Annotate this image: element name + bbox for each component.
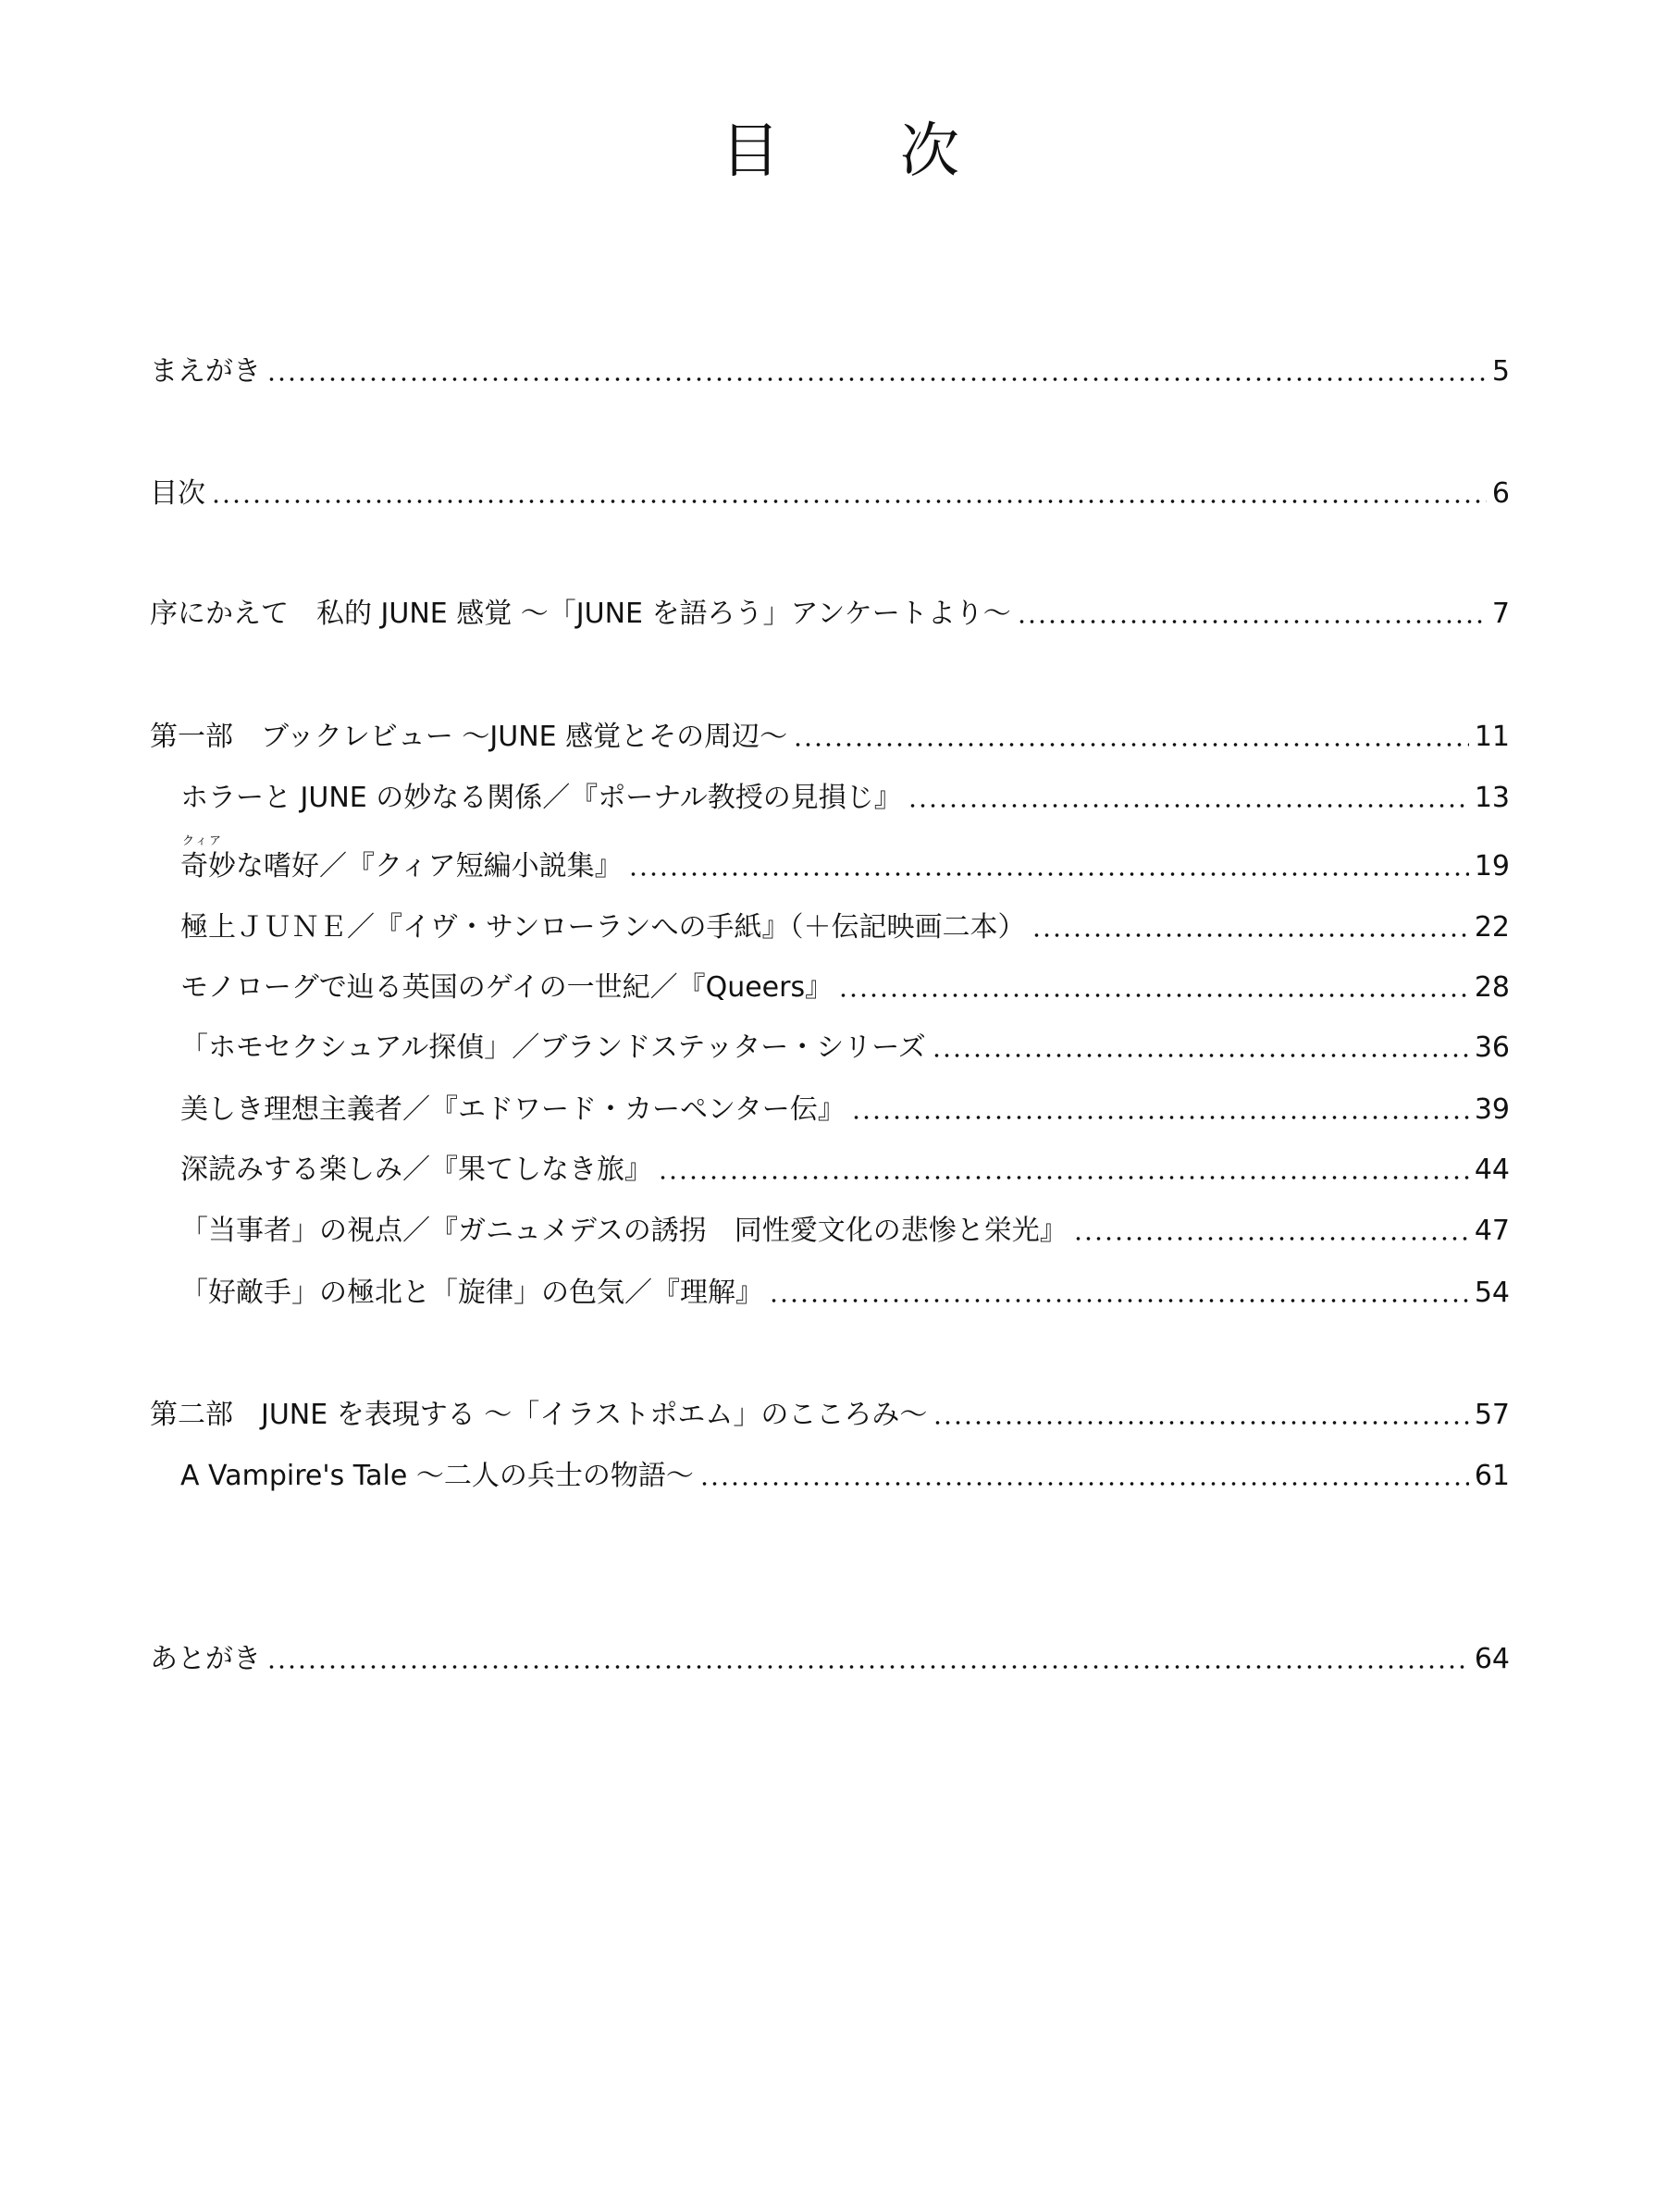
toc-entry-page: 11: [1474, 721, 1510, 753]
title-char-2: 次: [900, 117, 959, 186]
toc-entry-page: 13: [1474, 782, 1510, 814]
toc-entry-vampires-tale[interactable]: [180, 1458, 1510, 1495]
dot-leader: [838, 993, 1469, 998]
toc-entry-label: 目次: [150, 477, 205, 510]
toc-entry-label: 「好敵手」の極北と「旋律」の色気／『理解』: [180, 1277, 763, 1309]
toc-entry-label: 極上ＪＵＮＥ／『イヴ・サンローランへの手紙』（＋伝記映画二本）: [180, 911, 1026, 944]
toc-entry-label: 美しき理想主義者／『エドワード・カーペンター伝』: [180, 1093, 846, 1126]
toc-entry-label: クィア 奇妙な嗜好／『クィア短編小説集』: [180, 834, 623, 882]
toc-entry-label: ホラーと JUNE の妙なる関係／『ポーナル教授の見損じ』: [180, 782, 902, 814]
toc-entry-endless-journey[interactable]: [180, 1152, 1510, 1189]
toc-entry-page: 22: [1474, 911, 1510, 944]
toc-entry-label: まえがき: [150, 355, 261, 388]
toc-entry-label: 第一部 ブックレビュー ～JUNE 感覚とその周辺～: [150, 721, 788, 753]
dot-leader: [933, 1420, 1468, 1425]
dot-leader: [211, 499, 1487, 504]
dot-leader: [908, 803, 1469, 808]
toc-entry-queers[interactable]: [180, 969, 1510, 1006]
toc-entry-label: 「ホモセクシュアル探偵」／ブランドステッター・シリーズ: [180, 1031, 926, 1064]
toc-entry-carpenter[interactable]: [180, 1092, 1510, 1129]
toc-entry-part-1[interactable]: [150, 719, 1510, 756]
dot-leader: [699, 1481, 1469, 1487]
toc-entry-label: 深読みする楽しみ／『果てしなき旅』: [180, 1154, 652, 1186]
toc-entry-page: 39: [1474, 1093, 1510, 1126]
dot-leader: [1073, 1236, 1469, 1241]
dot-leader: [769, 1298, 1469, 1303]
ruby-annotation: クィア: [182, 834, 223, 848]
toc-entry-page: 47: [1474, 1215, 1510, 1247]
toc-entry-maegaki[interactable]: [150, 353, 1510, 390]
toc-entry-part-2[interactable]: [150, 1397, 1510, 1434]
toc-entry-page: 6: [1491, 477, 1510, 510]
toc-entry-label: あとがき: [150, 1643, 261, 1675]
toc-entry-page: 61: [1474, 1460, 1510, 1492]
toc-entry-page: 5: [1491, 355, 1510, 388]
toc-entry-page: 28: [1474, 971, 1510, 1004]
dot-leader: [266, 1664, 1469, 1670]
toc-entry-page: 7: [1491, 598, 1510, 630]
dot-leader: [793, 742, 1469, 747]
dot-leader: [266, 376, 1487, 382]
dot-leader: [1031, 932, 1469, 938]
toc-entry-page: 57: [1474, 1399, 1510, 1431]
dot-leader: [851, 1115, 1469, 1120]
toc-entry-atogaki[interactable]: [150, 1641, 1510, 1678]
toc-entry-label: 第二部 JUNE を表現する ～「イラストポエム」のこころみ～: [150, 1399, 928, 1431]
toc-entry-label: モノローグで辿る英国のゲイの一世紀／『Queers』: [180, 971, 834, 1004]
dot-leader: [658, 1175, 1469, 1180]
toc-entry-label: 「当事者」の視点／『ガニュメデスの誘拐 同性愛文化の悲惨と栄光』: [180, 1215, 1068, 1247]
toc-entry-mokuji[interactable]: [150, 475, 1510, 512]
toc-entry-queer-taste[interactable]: [180, 834, 1510, 885]
dot-leader: [628, 871, 1469, 877]
toc-entry-preface[interactable]: [150, 596, 1510, 633]
toc-entry-brandstetter[interactable]: [180, 1030, 1510, 1067]
toc-entry-horror-june[interactable]: [180, 780, 1510, 817]
toc-entry-ganymede[interactable]: [180, 1213, 1510, 1250]
toc-entry-label: A Vampire's Tale ～二人の兵士の物語～: [180, 1460, 694, 1492]
toc-entry-understanding[interactable]: [180, 1275, 1510, 1312]
toc-entry-page: 19: [1474, 850, 1510, 882]
toc-entry-page: 64: [1474, 1643, 1510, 1675]
toc-entry-page: 44: [1474, 1154, 1510, 1186]
toc-entry-ysl[interactable]: [180, 909, 1510, 946]
title-char-1: 目: [721, 117, 780, 186]
toc-entry-page: 36: [1474, 1031, 1510, 1064]
dot-leader: [932, 1053, 1469, 1058]
toc-entry-page: 54: [1474, 1277, 1510, 1309]
toc-entry-label: 序にかえて 私的 JUNE 感覚 ～「JUNE を語ろう」アンケートより～: [150, 598, 1011, 630]
dot-leader: [1017, 619, 1487, 624]
